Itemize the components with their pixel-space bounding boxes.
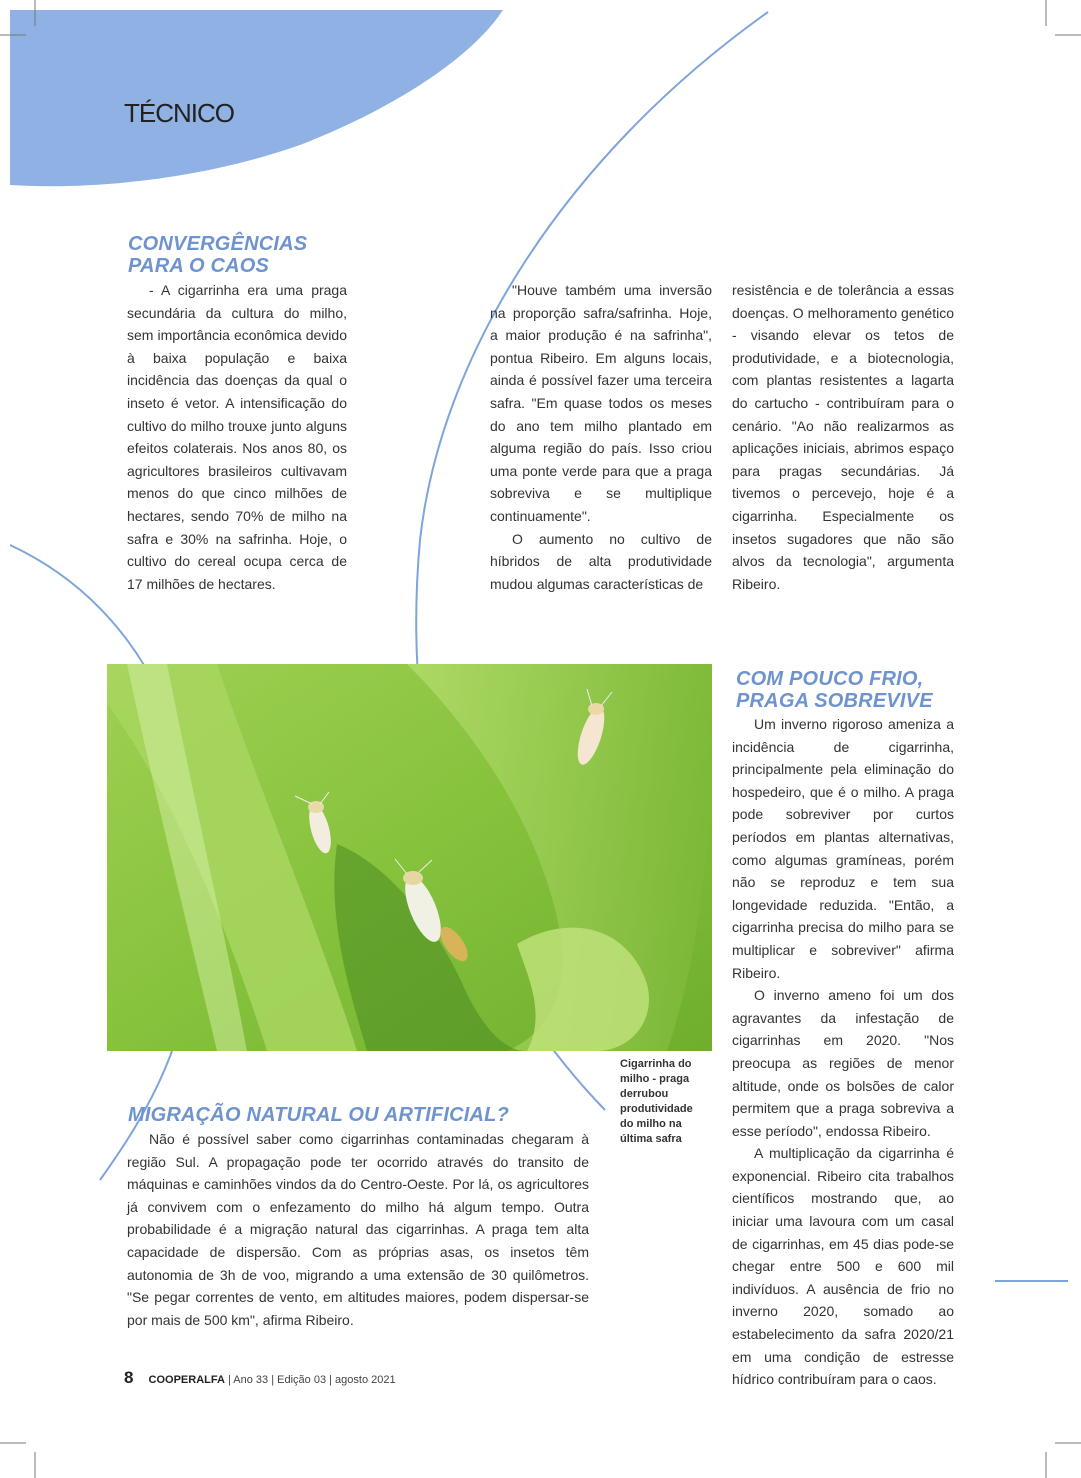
paragraph: O inverno ameno foi um dos agravantes da infestação de cigarrinhas em 2020. "Nos preocupa as regiões de menor altitude, onde os bolsões de calor permitem que a praga sobreviva a esse período", endossa Ribeiro. (732, 987, 954, 1139)
photo-caption (620, 1057, 712, 1147)
paragraph: O aumento no cultivo de híbridos de alta produtividade mudou algumas características de (490, 530, 712, 592)
heading-line: PRAGA SOBREVIVE (736, 690, 933, 712)
page-footer (124, 1368, 396, 1388)
caption-line: do milho na (620, 1118, 682, 1130)
article1-column-3 (732, 279, 954, 595)
caption-line: última safra (620, 1133, 682, 1145)
article1-heading (128, 233, 428, 277)
article1-column-2 (490, 279, 712, 595)
paragraph: Não é possível saber como cigarrinhas contaminadas chegaram à região Sul. A propagação pode ter ocorrido através do transito de máquinas e caminhões vindos da do Centro-Oeste. Por lá, os agricultores já convivem com o enfezamento do milho há algum tempo. Outra probabilidade é a migração natural das cigarrinhas. A praga tem alta capacidade de dispersão. Com as próprias asas, os insetos têm autonomia de 3h de voo, migrando a uma extensão de 30 quilômetros. "Se pegar correntes de vento, em altitudes maiores, podem dispersar-se por mais de 500 km", afirma Ribeiro. (127, 1131, 589, 1328)
leafhopper-photo (107, 664, 712, 1051)
heading-line: CONVERGÊNCIAS (128, 233, 308, 255)
caption-line: milho - praga (620, 1073, 690, 1085)
article3-heading: MIGRAÇÃO NATURAL OU ARTIFICIAL? (128, 1104, 509, 1126)
article2-column (732, 713, 954, 1391)
paragraph: A multiplicação da cigarrinha é exponencial. Ribeiro cita trabalhos científicos mostrando que, ao iniciar uma lavoura com um casal de cigarrinhas, em 45 dias pode-se chegar entre 500 e 600 mil indivíduos. A ausência de frio no inverno 2020, somado ao estabelecimento da safra 2020/21 em uma condição de estresse hídrico contribuíram para o caos. (732, 1145, 954, 1388)
section-label: TÉCNICO (124, 98, 234, 128)
caption-line: derrubou (620, 1088, 669, 1100)
article2-heading (736, 668, 976, 712)
paragraph: resistência e de tolerância a essas doenças. O melhoramento genético - visando elevar os tetos de produtividade, e a biotecnologia, com plantas resistentes a lagarta do cartucho - contribuíram para o cenário. "Ao não realizarmos as aplicações iniciais, abrimos espaço para pragas secundárias. Já tivemos o percevejo, hoje é a cigarrinha. Especialmente os insetos sugadores que não são alvos da tecnologia", argumenta Ribeiro. (732, 282, 954, 592)
issue-info: | Ano 33 | Edição 03 | agosto 2021 (228, 1374, 396, 1386)
magazine-brand: COOPERALFA (148, 1374, 225, 1386)
heading-line: COM POUCO FRIO, (736, 668, 924, 690)
paragraph: "Houve também uma inversão na proporção safra/safrinha. Hoje, a maior produção é na safrinha", pontua Ribeiro. Em alguns locais, ainda é possível fazer uma terceira safra. "Em quase todos os meses do ano tem milho plantado em alguma região do país. Isso criou uma ponte verde para que a praga sobreviva e se multiplique continuamente". (490, 282, 712, 524)
page-number: 8 (124, 1368, 134, 1387)
paragraph: - A cigarrinha era uma praga secundária da cultura do milho, sem importância econômica devido à baixa população e baixa incidência das doenças da qual o inseto é vetor. A intensificação do cultivo do milho trouxe junto alguns efeitos colaterais. Nos anos 80, os agricultores brasileiros cultivavam menos do que cinco milhões de hectares, sendo 70% de milho na safra e 30% na safrinha. Hoje, o cultivo do cereal ocupa cerca de 17 milhões de hectares. (127, 282, 347, 592)
heading-line: PARA O CAOS (128, 255, 270, 277)
caption-line: Cigarrinha do (620, 1058, 692, 1070)
article3-column (127, 1128, 589, 1331)
caption-line: produtividade (620, 1103, 693, 1115)
article1-column-1 (127, 279, 347, 595)
header-blue-band (10, 10, 503, 186)
paragraph: Um inverno rigoroso ameniza a incidência de cigarrinha, principalmente pela eliminação do hospedeiro, que é o milho. A praga pode sobreviver por curtos períodos em plantas alternativas, como algumas gramíneas, porém não se reproduz e tem sua longevidade reduzida. "Então, a cigarrinha precisa do milho para se multiplicar e sobreviver" afirma Ribeiro. (732, 716, 954, 981)
